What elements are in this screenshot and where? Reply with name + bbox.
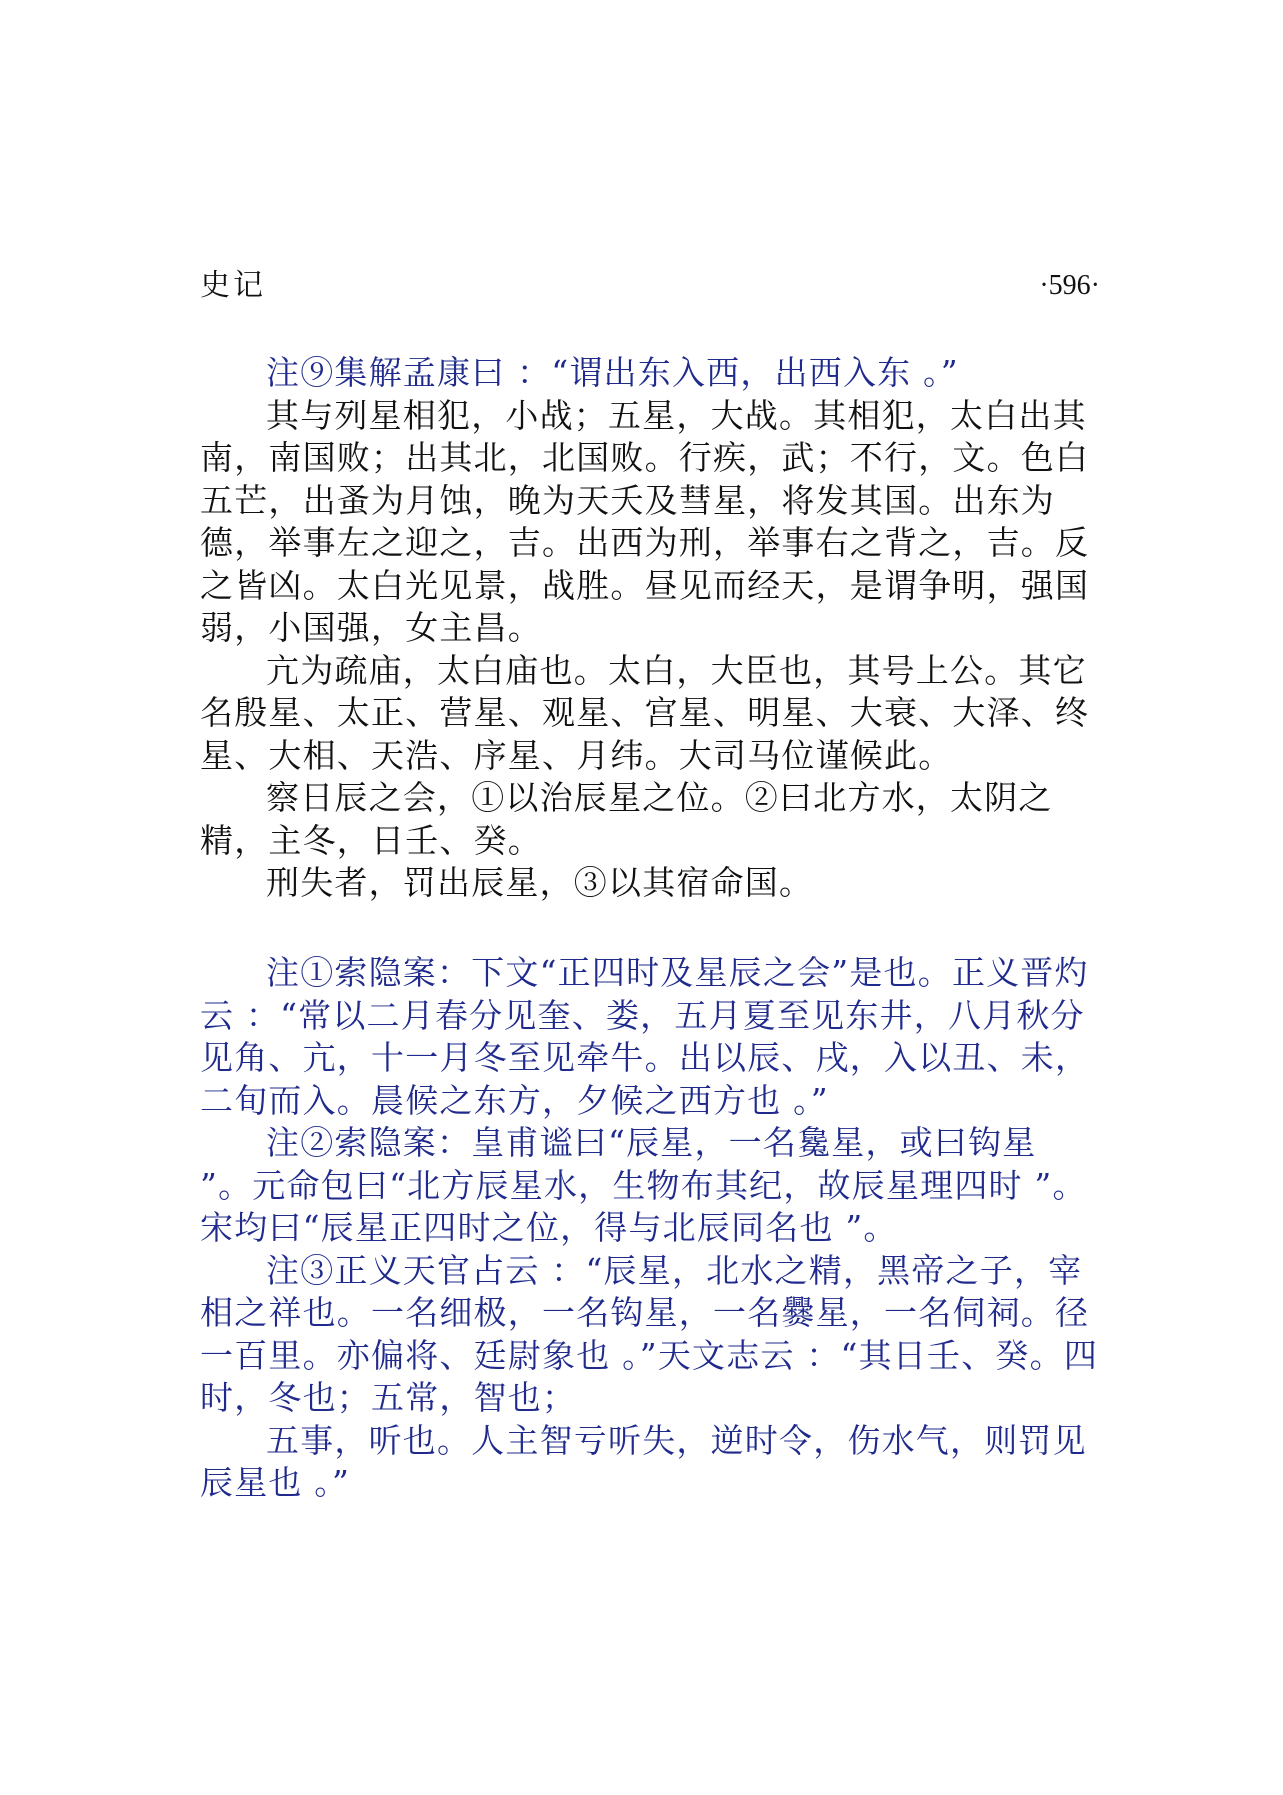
main-text-block <box>200 352 1100 905</box>
notes-block <box>200 952 1100 1505</box>
annotation-paragraph: 注⑨集解孟康曰 ：“谓出东入西，出西入东 。” <box>266 353 959 392</box>
annotation-paragraph: 五事，听也。人主智亏听失，逆时令，伤水气，则罚见辰星也 。” <box>200 1420 1087 1502</box>
body-paragraph: 亢为疏庙，太白庙也。太白，大臣也，其号上公。其它名殷星、太正、营星、观星、宫星、明星、大衰、大泽、终星、大相、天浩、序星、月纬。大司马位谨候此。 <box>200 650 1090 775</box>
annotation-paragraph: 注③正义天官占云 ：“辰星，北水之精，黑帝之子，宰相之祥也。一名细极，一名钩星，一名爨星，一名伺祠。径一百里。亦偏将、廷尉象也 。”天文志云 ：“其日壬、癸。四时，冬也；五常，智也； <box>200 1250 1099 1417</box>
body-paragraph: 刑失者，罚出辰星，③以其宿命国。 <box>266 863 814 902</box>
annotation-paragraph: 注①索隐案：下文“正四时及星辰之会”是也。正义晋灼云 ：“常以二月春分见奎、娄，五月夏至见东井，八月秋分见角、亢，十一月冬至见牵牛。出以辰、戌，入以丑、未，二旬而入。晨候之东方，夕候之西方也 。” <box>200 953 1090 1120</box>
page-number: ·596· <box>1039 270 1100 301</box>
book-title: 史记 <box>200 268 266 303</box>
body-paragraph: 其与列星相犯，小战；五星，大战。其相犯，太白出其南，南国败；出其北，北国败。行疾，武；不行，文。色白五芒，出蚤为月蚀，晚为天夭及彗星，将发其国。出东为德，举事左之迎之，吉。出西为刑，举事右之背之，吉。反之皆凶。太白光见景，战胜。昼见而经天，是谓争明，强国弱，小国强，女主昌。 <box>200 395 1090 647</box>
page-header <box>200 266 1100 306</box>
annotation-paragraph: 注②索隐案：皇甫谧曰“辰星，一名毚星，或曰钩星 ”。元命包曰“北方辰星水，生物布其纪，故辰星理四时 ”。宋均曰“辰星正四时之位，得与北辰同名也 ”。 <box>200 1123 1087 1247</box>
body-paragraph: 察日辰之会，①以治辰星之位。②曰北方水，太阴之精，主冬，日壬、癸。 <box>200 778 1053 860</box>
